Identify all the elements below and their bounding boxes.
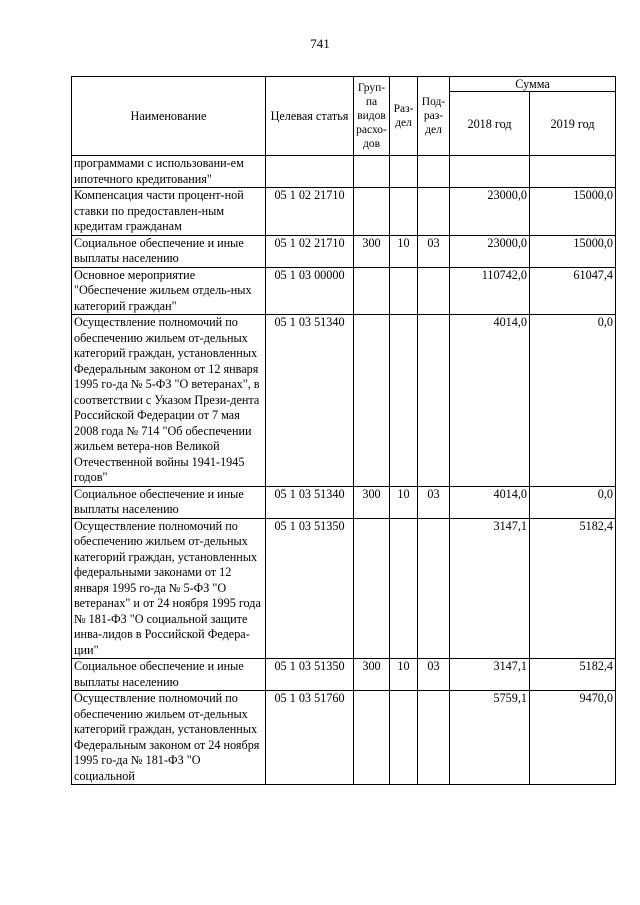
table-row bbox=[72, 267, 616, 315]
page-number: 741 bbox=[310, 36, 330, 51]
header-group: Груп-па видов расхо-дов bbox=[354, 77, 390, 156]
cell-expense-group bbox=[354, 315, 390, 487]
cell-sum-2019: 61047,4 bbox=[530, 267, 616, 315]
cell-subsection bbox=[418, 156, 450, 188]
cell-section bbox=[390, 518, 418, 659]
header-subsection: Под-раз-дел bbox=[418, 77, 450, 156]
cell-sum-2018: 23000,0 bbox=[450, 235, 530, 267]
header-section: Раз-дел bbox=[390, 77, 418, 156]
cell-sum-2018: 4014,0 bbox=[450, 315, 530, 487]
cell-target-code: 05 1 02 21710 bbox=[266, 188, 354, 236]
header-name: Наименование bbox=[72, 77, 266, 156]
table-row bbox=[72, 235, 616, 267]
cell-sum-2018: 4014,0 bbox=[450, 486, 530, 518]
cell-section bbox=[390, 691, 418, 785]
cell-subsection: 03 bbox=[418, 486, 450, 518]
cell-section: 10 bbox=[390, 659, 418, 691]
cell-target-code: 05 1 03 51350 bbox=[266, 659, 354, 691]
cell-section bbox=[390, 315, 418, 487]
cell-target-code: 05 1 02 21710 bbox=[266, 235, 354, 267]
cell-target-code: 05 1 03 51760 bbox=[266, 691, 354, 785]
cell-section: 10 bbox=[390, 486, 418, 518]
cell-section: 10 bbox=[390, 235, 418, 267]
cell-expense-group bbox=[354, 691, 390, 785]
cell-expense-group bbox=[354, 267, 390, 315]
table-row bbox=[72, 659, 616, 691]
table-body bbox=[72, 156, 616, 785]
table-row bbox=[72, 691, 616, 785]
cell-target-code: 05 1 03 51350 bbox=[266, 518, 354, 659]
header-year-2019: 2019 год bbox=[530, 92, 616, 156]
cell-target-code: 05 1 03 00000 bbox=[266, 267, 354, 315]
cell-sum-2019: 15000,0 bbox=[530, 235, 616, 267]
budget-table bbox=[71, 76, 616, 785]
cell-sum-2018: 5759,1 bbox=[450, 691, 530, 785]
cell-subsection: 03 bbox=[418, 659, 450, 691]
cell-section bbox=[390, 156, 418, 188]
cell-expense-group: 300 bbox=[354, 486, 390, 518]
cell-name: Компенсация части процент-ной ставки по предоставлен-ным кредитам гражданам bbox=[72, 188, 266, 236]
table-header bbox=[72, 77, 616, 156]
table-row bbox=[72, 315, 616, 487]
header-year-2018: 2018 год bbox=[450, 92, 530, 156]
cell-subsection: 03 bbox=[418, 235, 450, 267]
cell-sum-2019: 0,0 bbox=[530, 486, 616, 518]
cell-subsection bbox=[418, 518, 450, 659]
cell-sum-2019 bbox=[530, 156, 616, 188]
header-sum: Сумма bbox=[450, 77, 616, 92]
cell-target-code: 05 1 03 51340 bbox=[266, 486, 354, 518]
cell-expense-group bbox=[354, 156, 390, 188]
cell-sum-2019: 9470,0 bbox=[530, 691, 616, 785]
cell-expense-group: 300 bbox=[354, 235, 390, 267]
cell-name: Осуществление полномочий по обеспечению жильем от-дельных категорий граждан, установленных Федеральным законом от 24 ноября 1995 го-да № 181-ФЗ "О социальной bbox=[72, 691, 266, 785]
cell-sum-2018: 23000,0 bbox=[450, 188, 530, 236]
cell-subsection bbox=[418, 188, 450, 236]
cell-subsection bbox=[418, 315, 450, 487]
table-row bbox=[72, 518, 616, 659]
cell-sum-2019: 5182,4 bbox=[530, 518, 616, 659]
table-row bbox=[72, 156, 616, 188]
cell-name: программами с использовани-ем ипотечного кредитования" bbox=[72, 156, 266, 188]
cell-sum-2018: 110742,0 bbox=[450, 267, 530, 315]
cell-subsection bbox=[418, 267, 450, 315]
cell-target-code bbox=[266, 156, 354, 188]
cell-sum-2018: 3147,1 bbox=[450, 518, 530, 659]
cell-name: Основное мероприятие "Обеспечение жильем отдель-ных категорий граждан" bbox=[72, 267, 266, 315]
cell-expense-group bbox=[354, 518, 390, 659]
cell-name: Осуществление полномочий по обеспечению жильем от-дельных категорий граждан, установленных Федеральным законом от 12 января 1995 го-да № 5-ФЗ "О ветеранах", в соответствии с Указом Прези-дента Российской Федерации от 7 мая 2008 года № 714 "Об обеспечении жильем ветера-нов Великой Отечественной войны 1941-1945 годов" bbox=[72, 315, 266, 487]
cell-expense-group bbox=[354, 188, 390, 236]
cell-name: Социальное обеспечение и иные выплаты населению bbox=[72, 659, 266, 691]
cell-section bbox=[390, 267, 418, 315]
cell-name: Осуществление полномочий по обеспечению жильем от-дельных категорий граждан, установленных федеральными законами от 12 января 1995 го-да № 5-ФЗ "О ветеранах" и от 24 ноября 1995 года № 181-ФЗ "О социальной защите инва-лидов в Российской Федера-ции" bbox=[72, 518, 266, 659]
cell-sum-2019: 15000,0 bbox=[530, 188, 616, 236]
cell-sum-2018 bbox=[450, 156, 530, 188]
cell-name: Социальное обеспечение и иные выплаты населению bbox=[72, 486, 266, 518]
table-row bbox=[72, 486, 616, 518]
cell-sum-2018: 3147,1 bbox=[450, 659, 530, 691]
cell-sum-2019: 5182,4 bbox=[530, 659, 616, 691]
cell-name: Социальное обеспечение и иные выплаты населению bbox=[72, 235, 266, 267]
cell-sum-2019: 0,0 bbox=[530, 315, 616, 487]
table-row bbox=[72, 188, 616, 236]
cell-section bbox=[390, 188, 418, 236]
cell-expense-group: 300 bbox=[354, 659, 390, 691]
cell-target-code: 05 1 03 51340 bbox=[266, 315, 354, 487]
header-target: Целевая статья bbox=[266, 77, 354, 156]
cell-subsection bbox=[418, 691, 450, 785]
